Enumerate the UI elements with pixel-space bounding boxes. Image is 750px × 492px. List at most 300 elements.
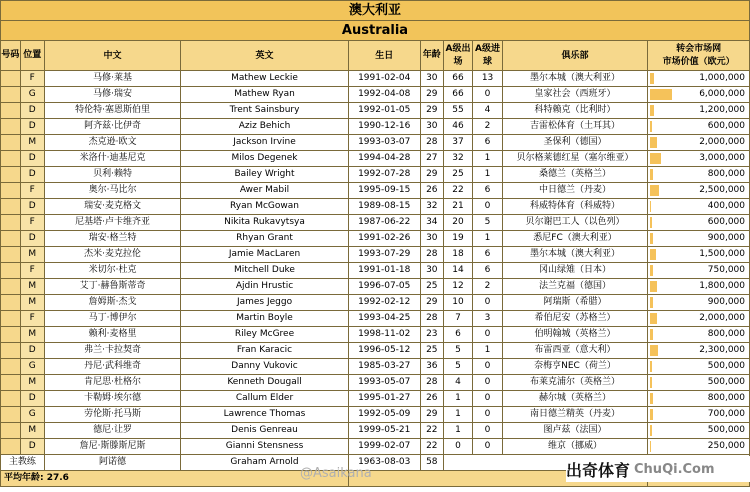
market-value-text: 800,000 xyxy=(707,169,745,179)
player-position: D xyxy=(20,167,44,183)
market-value-bar xyxy=(650,73,654,84)
player-apps: 66 xyxy=(443,71,473,87)
player-num xyxy=(1,311,21,327)
player-club: 希伯尼安（苏格兰） xyxy=(502,311,647,327)
player-goals: 6 xyxy=(473,263,503,279)
player-club: 赫尔城（英格兰） xyxy=(502,391,647,407)
player-dob: 1993-05-07 xyxy=(348,375,420,391)
player-market-value xyxy=(648,215,750,231)
player-goals: 0 xyxy=(473,423,503,439)
player-name-en: Kenneth Dougall xyxy=(181,375,348,391)
player-goals: 1 xyxy=(473,343,503,359)
player-market-value xyxy=(648,327,750,343)
player-name-en: Rhyan Grant xyxy=(181,231,348,247)
market-value-text: 800,000 xyxy=(707,329,745,339)
market-value-text: 2,500,000 xyxy=(699,185,745,195)
player-dob: 1998-11-02 xyxy=(348,327,420,343)
player-age: 27 xyxy=(420,151,443,167)
player-dob: 1991-02-26 xyxy=(348,231,420,247)
player-dob: 1993-07-29 xyxy=(348,247,420,263)
player-num xyxy=(1,391,21,407)
player-position: D xyxy=(20,119,44,135)
player-club: 贝尔谢巴工人（以色列） xyxy=(502,215,647,231)
player-club: 桑德兰（英格兰） xyxy=(502,167,647,183)
market-value-text: 400,000 xyxy=(707,201,745,211)
market-value-bar xyxy=(650,281,657,292)
player-club: 奈梅亨NEC（荷兰） xyxy=(502,359,647,375)
player-age: 26 xyxy=(420,183,443,199)
player-club: 科特赖克（比利时） xyxy=(502,103,647,119)
player-market-value xyxy=(648,87,750,103)
market-value-bar xyxy=(650,169,653,180)
player-apps: 25 xyxy=(443,167,473,183)
player-age: 30 xyxy=(420,119,443,135)
market-value-bar xyxy=(650,249,656,260)
site-logo xyxy=(566,456,750,482)
table-row xyxy=(1,263,750,279)
header-value-top: 转会市场网 xyxy=(676,43,722,54)
market-value-text: 500,000 xyxy=(707,425,745,435)
player-num xyxy=(1,247,21,263)
table-row xyxy=(1,183,750,199)
coach-dob: 1963-08-03 xyxy=(348,455,420,471)
table-row xyxy=(1,343,750,359)
player-num xyxy=(1,231,21,247)
market-value-bar xyxy=(650,217,652,228)
player-dob: 1991-02-04 xyxy=(348,71,420,87)
title-cn: 澳大利亚 xyxy=(1,1,750,21)
player-dob: 1989-08-15 xyxy=(348,199,420,215)
player-dob: 1992-01-05 xyxy=(348,103,420,119)
player-position: F xyxy=(20,263,44,279)
logo-domain: ChuQi.Com xyxy=(634,461,715,477)
player-name-en: James Jeggo xyxy=(181,295,348,311)
player-apps: 19 xyxy=(443,231,473,247)
player-name-cn: 丹尼·武科维奇 xyxy=(44,359,181,375)
market-value-bar xyxy=(650,409,653,420)
player-name-cn: 肯尼思·杜格尔 xyxy=(44,375,181,391)
player-position: D xyxy=(20,103,44,119)
player-name-cn: 瑞安·格兰特 xyxy=(44,231,181,247)
table-row xyxy=(1,167,750,183)
player-goals: 0 xyxy=(473,375,503,391)
player-age: 23 xyxy=(420,327,443,343)
player-goals: 6 xyxy=(473,135,503,151)
market-value-text: 2,000,000 xyxy=(699,137,745,147)
player-dob: 1993-03-07 xyxy=(348,135,420,151)
player-name-en: Fran Karacic xyxy=(181,343,348,359)
player-market-value xyxy=(648,279,750,295)
player-apps: 4 xyxy=(443,375,473,391)
logo-text: 出奇体育 xyxy=(566,460,631,480)
player-apps: 18 xyxy=(443,247,473,263)
player-name-cn: 劳伦斯·托马斯 xyxy=(44,407,181,423)
player-age: 28 xyxy=(420,375,443,391)
player-name-en: Danny Vukovic xyxy=(181,359,348,375)
market-value-bar xyxy=(650,137,657,148)
player-dob: 1995-09-15 xyxy=(348,183,420,199)
player-goals: 3 xyxy=(473,311,503,327)
coach-en: Graham Arnold xyxy=(181,455,348,471)
player-apps: 12 xyxy=(443,279,473,295)
player-apps: 7 xyxy=(443,311,473,327)
coach-cn: 阿诺德 xyxy=(44,455,181,471)
player-num xyxy=(1,215,21,231)
player-num xyxy=(1,71,21,87)
player-apps: 10 xyxy=(443,295,473,311)
player-club: 维京（挪威） xyxy=(502,439,647,455)
player-position: G xyxy=(20,359,44,375)
player-dob: 1999-02-07 xyxy=(348,439,420,455)
table-row xyxy=(1,71,750,87)
player-name-cn: 德尼·让罗 xyxy=(44,423,181,439)
table-row xyxy=(1,439,750,455)
player-goals: 0 xyxy=(473,407,503,423)
player-goals: 0 xyxy=(473,327,503,343)
player-apps: 32 xyxy=(443,151,473,167)
player-position: D xyxy=(20,199,44,215)
player-apps: 66 xyxy=(443,87,473,103)
player-num xyxy=(1,343,21,359)
player-name-en: Awer Mabil xyxy=(181,183,348,199)
market-value-text: 600,000 xyxy=(707,121,745,131)
player-market-value xyxy=(648,311,750,327)
market-value-text: 3,000,000 xyxy=(699,153,745,163)
player-name-cn: 米切尔·杜克 xyxy=(44,263,181,279)
table-row xyxy=(1,359,750,375)
market-value-text: 250,000 xyxy=(707,441,745,451)
market-value-text: 500,000 xyxy=(707,377,745,387)
table-row xyxy=(1,327,750,343)
market-value-text: 2,000,000 xyxy=(699,313,745,323)
player-market-value xyxy=(648,103,750,119)
player-name-cn: 卡勒姆·埃尔德 xyxy=(44,391,181,407)
player-name-en: Martin Boyle xyxy=(181,311,348,327)
player-goals: 2 xyxy=(473,119,503,135)
player-num xyxy=(1,407,21,423)
table-row xyxy=(1,279,750,295)
market-value-bar xyxy=(650,377,652,388)
player-position: M xyxy=(20,279,44,295)
player-age: 32 xyxy=(420,199,443,215)
player-apps: 1 xyxy=(443,391,473,407)
market-value-text: 900,000 xyxy=(707,233,745,243)
player-club: 南日德兰精英（丹麦） xyxy=(502,407,647,423)
player-club: 皇家社会（西班牙） xyxy=(502,87,647,103)
player-goals: 0 xyxy=(473,439,503,455)
player-dob: 1999-05-21 xyxy=(348,423,420,439)
player-position: M xyxy=(20,135,44,151)
player-club: 吉雷松体育（土耳其） xyxy=(502,119,647,135)
player-market-value xyxy=(648,71,750,87)
player-age: 25 xyxy=(420,343,443,359)
player-dob: 1992-04-08 xyxy=(348,87,420,103)
player-apps: 20 xyxy=(443,215,473,231)
header-apps: A级出场 xyxy=(443,41,473,71)
header-age: 年龄 xyxy=(420,41,443,71)
header-pos: 位置 xyxy=(20,41,44,71)
player-name-en: Lawrence Thomas xyxy=(181,407,348,423)
player-name-cn: 马丁·博伊尔 xyxy=(44,311,181,327)
player-apps: 1 xyxy=(443,423,473,439)
market-value-bar xyxy=(650,393,653,404)
player-name-cn: 阿齐兹·比伊奇 xyxy=(44,119,181,135)
market-value-text: 500,000 xyxy=(707,361,745,371)
player-name-cn: 特伦特·塞恩斯伯里 xyxy=(44,103,181,119)
player-age: 29 xyxy=(420,167,443,183)
player-name-en: Aziz Behich xyxy=(181,119,348,135)
player-club: 法兰克福（德国） xyxy=(502,279,647,295)
player-num xyxy=(1,423,21,439)
player-market-value xyxy=(648,359,750,375)
player-goals: 5 xyxy=(473,215,503,231)
market-value-text: 6,000,000 xyxy=(699,89,745,99)
player-position: M xyxy=(20,327,44,343)
player-name-en: Gianni Stensness xyxy=(181,439,348,455)
player-name-cn: 赖利·麦格里 xyxy=(44,327,181,343)
player-position: M xyxy=(20,375,44,391)
market-value-bar xyxy=(650,329,653,340)
player-num xyxy=(1,151,21,167)
player-age: 29 xyxy=(420,103,443,119)
player-name-cn: 弗兰·卡拉契奇 xyxy=(44,343,181,359)
player-name-cn: 杰克逊·欧文 xyxy=(44,135,181,151)
player-dob: 1994-04-28 xyxy=(348,151,420,167)
player-num xyxy=(1,167,21,183)
player-name-en: Mitchell Duke xyxy=(181,263,348,279)
player-position: F xyxy=(20,71,44,87)
player-position: D xyxy=(20,439,44,455)
player-num xyxy=(1,183,21,199)
player-goals: 0 xyxy=(473,199,503,215)
player-age: 26 xyxy=(420,391,443,407)
player-dob: 1987-06-22 xyxy=(348,215,420,231)
player-market-value xyxy=(648,247,750,263)
player-position: D xyxy=(20,231,44,247)
table-row xyxy=(1,199,750,215)
player-name-en: Denis Genreau xyxy=(181,423,348,439)
player-num xyxy=(1,87,21,103)
player-name-cn: 贝利·赖特 xyxy=(44,167,181,183)
player-apps: 5 xyxy=(443,359,473,375)
player-age: 28 xyxy=(420,135,443,151)
player-name-en: Bailey Wright xyxy=(181,167,348,183)
player-position: M xyxy=(20,295,44,311)
player-club: 伯明翰城（英格兰） xyxy=(502,327,647,343)
player-apps: 1 xyxy=(443,407,473,423)
player-apps: 22 xyxy=(443,183,473,199)
player-name-en: Riley McGree xyxy=(181,327,348,343)
player-goals: 13 xyxy=(473,71,503,87)
player-age: 29 xyxy=(420,295,443,311)
market-value-bar xyxy=(650,313,657,324)
table-row xyxy=(1,119,750,135)
player-dob: 1996-05-12 xyxy=(348,343,420,359)
player-num xyxy=(1,375,21,391)
market-value-text: 600,000 xyxy=(707,217,745,227)
player-apps: 21 xyxy=(443,199,473,215)
market-value-bar xyxy=(650,425,652,436)
market-value-bar xyxy=(650,153,661,164)
player-goals: 1 xyxy=(473,167,503,183)
table-row xyxy=(1,135,750,151)
player-position: D xyxy=(20,151,44,167)
player-dob: 1993-04-25 xyxy=(348,311,420,327)
player-name-cn: 米洛什·迪基尼克 xyxy=(44,151,181,167)
player-apps: 5 xyxy=(443,343,473,359)
header-num: 号码 xyxy=(1,41,21,71)
coach-age: 58 xyxy=(420,455,443,471)
player-name-en: Jackson Irvine xyxy=(181,135,348,151)
player-club: 墨尔本城（澳大利亚） xyxy=(502,71,647,87)
market-value-bar xyxy=(650,185,659,196)
player-market-value xyxy=(648,439,750,455)
player-club: 布莱克浦尔（英格兰） xyxy=(502,375,647,391)
market-value-bar xyxy=(650,361,652,372)
player-age: 29 xyxy=(420,407,443,423)
player-num xyxy=(1,263,21,279)
player-age: 30 xyxy=(420,231,443,247)
player-position: G xyxy=(20,407,44,423)
market-value-text: 1,200,000 xyxy=(699,105,745,115)
player-market-value xyxy=(648,343,750,359)
player-name-en: Milos Degenek xyxy=(181,151,348,167)
player-name-cn: 詹姆斯·杰戈 xyxy=(44,295,181,311)
player-market-value xyxy=(648,263,750,279)
player-age: 25 xyxy=(420,279,443,295)
player-position: D xyxy=(20,343,44,359)
player-position: D xyxy=(20,391,44,407)
market-value-bar xyxy=(650,233,653,244)
player-club: 中日德兰（丹麦） xyxy=(502,183,647,199)
player-apps: 14 xyxy=(443,263,473,279)
player-dob: 1992-05-09 xyxy=(348,407,420,423)
player-position: F xyxy=(20,311,44,327)
player-name-cn: 尼基塔·卢卡维齐亚 xyxy=(44,215,181,231)
player-market-value xyxy=(648,167,750,183)
player-market-value xyxy=(648,407,750,423)
player-goals: 0 xyxy=(473,359,503,375)
table-row xyxy=(1,311,750,327)
market-value-bar xyxy=(650,265,653,276)
player-name-en: Ajdin Hrustic xyxy=(181,279,348,295)
table-row xyxy=(1,215,750,231)
player-apps: 0 xyxy=(443,439,473,455)
player-age: 30 xyxy=(420,263,443,279)
player-num xyxy=(1,103,21,119)
player-position: G xyxy=(20,87,44,103)
player-num xyxy=(1,279,21,295)
player-dob: 1990-12-16 xyxy=(348,119,420,135)
player-rows xyxy=(1,71,750,455)
player-position: F xyxy=(20,183,44,199)
header-en: 英文 xyxy=(181,41,348,71)
player-name-cn: 詹尼·斯滕斯尼斯 xyxy=(44,439,181,455)
player-club: 悉尼FC（澳大利亚） xyxy=(502,231,647,247)
player-market-value xyxy=(648,119,750,135)
player-position: M xyxy=(20,423,44,439)
table-row xyxy=(1,151,750,167)
player-apps: 6 xyxy=(443,327,473,343)
player-goals: 1 xyxy=(473,231,503,247)
header-value xyxy=(648,41,750,71)
market-value-bar xyxy=(650,441,651,452)
market-value-text: 1,500,000 xyxy=(699,249,745,259)
header-value-bottom: 市场价值（欧元） xyxy=(662,56,735,67)
player-num xyxy=(1,199,21,215)
player-num xyxy=(1,439,21,455)
player-dob: 1992-07-28 xyxy=(348,167,420,183)
player-club: 贝尔格莱德红星（塞尔维亚） xyxy=(502,151,647,167)
market-value-text: 900,000 xyxy=(707,297,745,307)
player-goals: 6 xyxy=(473,183,503,199)
player-market-value xyxy=(648,199,750,215)
player-position: F xyxy=(20,215,44,231)
table-row xyxy=(1,295,750,311)
market-value-text: 800,000 xyxy=(707,393,745,403)
player-position: M xyxy=(20,247,44,263)
market-value-text: 1,800,000 xyxy=(699,281,745,291)
player-apps: 46 xyxy=(443,119,473,135)
player-num xyxy=(1,295,21,311)
player-name-cn: 艾丁·赫鲁斯蒂奇 xyxy=(44,279,181,295)
player-age: 28 xyxy=(420,311,443,327)
player-goals: 4 xyxy=(473,103,503,119)
player-age: 36 xyxy=(420,359,443,375)
table-row xyxy=(1,375,750,391)
player-age: 22 xyxy=(420,439,443,455)
player-name-en: Ryan McGowan xyxy=(181,199,348,215)
player-apps: 37 xyxy=(443,135,473,151)
player-age: 28 xyxy=(420,247,443,263)
player-market-value xyxy=(648,391,750,407)
table-row xyxy=(1,247,750,263)
player-goals: 2 xyxy=(473,279,503,295)
table-row xyxy=(1,87,750,103)
player-name-cn: 杰米·麦克拉伦 xyxy=(44,247,181,263)
header-goals: A级进球 xyxy=(473,41,503,71)
market-value-text: 750,000 xyxy=(707,265,745,275)
player-club: 布雷西亚（意大利） xyxy=(502,343,647,359)
market-value-text: 2,300,000 xyxy=(699,345,745,355)
player-market-value xyxy=(648,423,750,439)
player-age: 29 xyxy=(420,87,443,103)
market-value-bar xyxy=(650,121,652,132)
player-dob: 1985-03-27 xyxy=(348,359,420,375)
player-goals: 1 xyxy=(473,151,503,167)
header-club: 俱乐部 xyxy=(502,41,647,71)
player-name-cn: 奥尔·马比尔 xyxy=(44,183,181,199)
watermark: @Asaikana xyxy=(300,466,372,481)
player-name-en: Mathew Ryan xyxy=(181,87,348,103)
player-name-cn: 瑞安·麦克格文 xyxy=(44,199,181,215)
header-cn: 中文 xyxy=(44,41,181,71)
player-goals: 0 xyxy=(473,87,503,103)
table-row xyxy=(1,423,750,439)
player-club: 科威特体育（科威特） xyxy=(502,199,647,215)
table-row xyxy=(1,407,750,423)
player-club: 图卢兹（法国） xyxy=(502,423,647,439)
title-en: Australia xyxy=(1,21,750,41)
average-age: 平均年龄: 27.6 xyxy=(1,471,349,487)
player-name-en: Jamie MacLaren xyxy=(181,247,348,263)
player-name-cn: 马修·莱基 xyxy=(44,71,181,87)
player-age: 34 xyxy=(420,215,443,231)
player-market-value xyxy=(648,135,750,151)
table-row xyxy=(1,103,750,119)
player-name-en: Trent Sainsbury xyxy=(181,103,348,119)
player-num xyxy=(1,359,21,375)
